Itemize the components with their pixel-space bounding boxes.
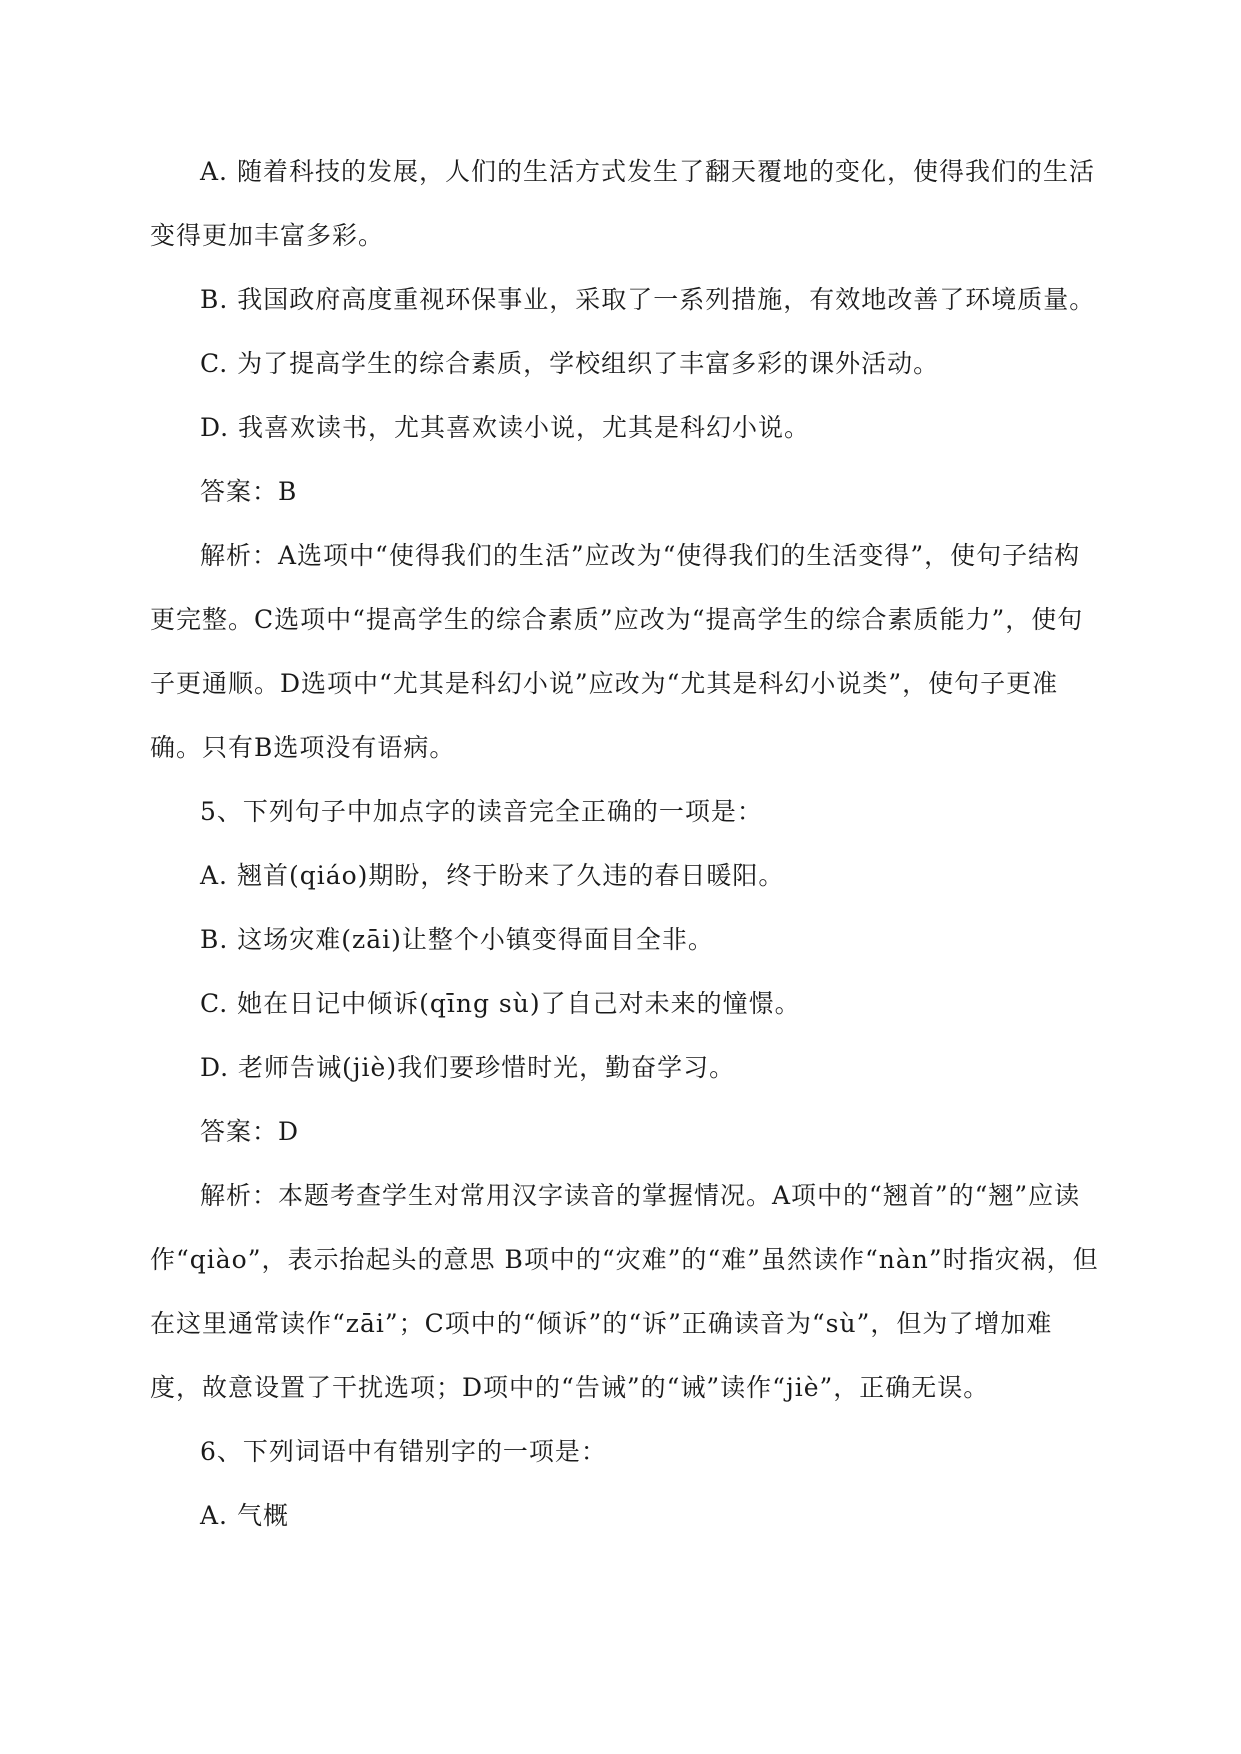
q5-option-b: B. 这场灾难(zāi)让整个小镇变得面目全非。	[200, 925, 714, 954]
q5-question: 5、下列句子中加点字的读音完全正确的一项是：	[200, 797, 763, 826]
document-page	[150, 140, 1100, 1548]
q5-option-a: A. 翘首(qiáo)期盼，终于盼来了久违的春日暖阳。	[200, 861, 785, 890]
q5-option-c: C. 她在日记中倾诉(qīng sù)了自己对未来的憧憬。	[200, 989, 801, 1018]
q4-option-d: D. 我喜欢读书，尤其喜欢读小说，尤其是科幻小说。	[200, 413, 811, 442]
q4-option-b: B. 我国政府高度重视环保事业，采取了一系列措施，有效地改善了环境质量。	[200, 285, 1096, 314]
q5-option-d: D. 老师告诫(jiè)我们要珍惜时光，勤奋学习。	[200, 1053, 736, 1082]
q4-option-c: C. 为了提高学生的综合素质，学校组织了丰富多彩的课外活动。	[200, 349, 940, 378]
q5-answer: 答案：D	[200, 1117, 300, 1146]
q6-option-a: A. 气概	[200, 1501, 289, 1530]
q4-answer: 答案：B	[200, 477, 298, 506]
q5-analysis: 解析：本题考查学生对常用汉字读音的掌握情况。A项中的“翘首”的“翘”应读作“qiào”，表示抬起头的意思 B项中的“灾难”的“难”虽然读作“nàn”时指灾祸，但在这里通常读作“zāi”；C项中的“倾诉”的“诉”正确读音为“sù”，但为了增加难度，故意设置了干扰选项；D项中的“告诫”的“诫”读作“jiè”，正确无误。	[150, 1181, 1099, 1402]
q4-analysis: 解析：A选项中“使得我们的生活”应改为“使得我们的生活变得”，使句子结构更完整。C选项中“提高学生的综合素质”应改为“提高学生的综合素质能力”，使句子更通顺。D选项中“尤其是科幻小说”应改为“尤其是科幻小说类”，使句子更准确。只有B选项没有语病。	[150, 541, 1084, 762]
q6-question: 6、下列词语中有错别字的一项是：	[200, 1437, 607, 1466]
q4-option-a: A. 随着科技的发展，人们的生活方式发生了翻天覆地的变化，使得我们的生活变得更加丰富多彩。	[150, 157, 1095, 250]
